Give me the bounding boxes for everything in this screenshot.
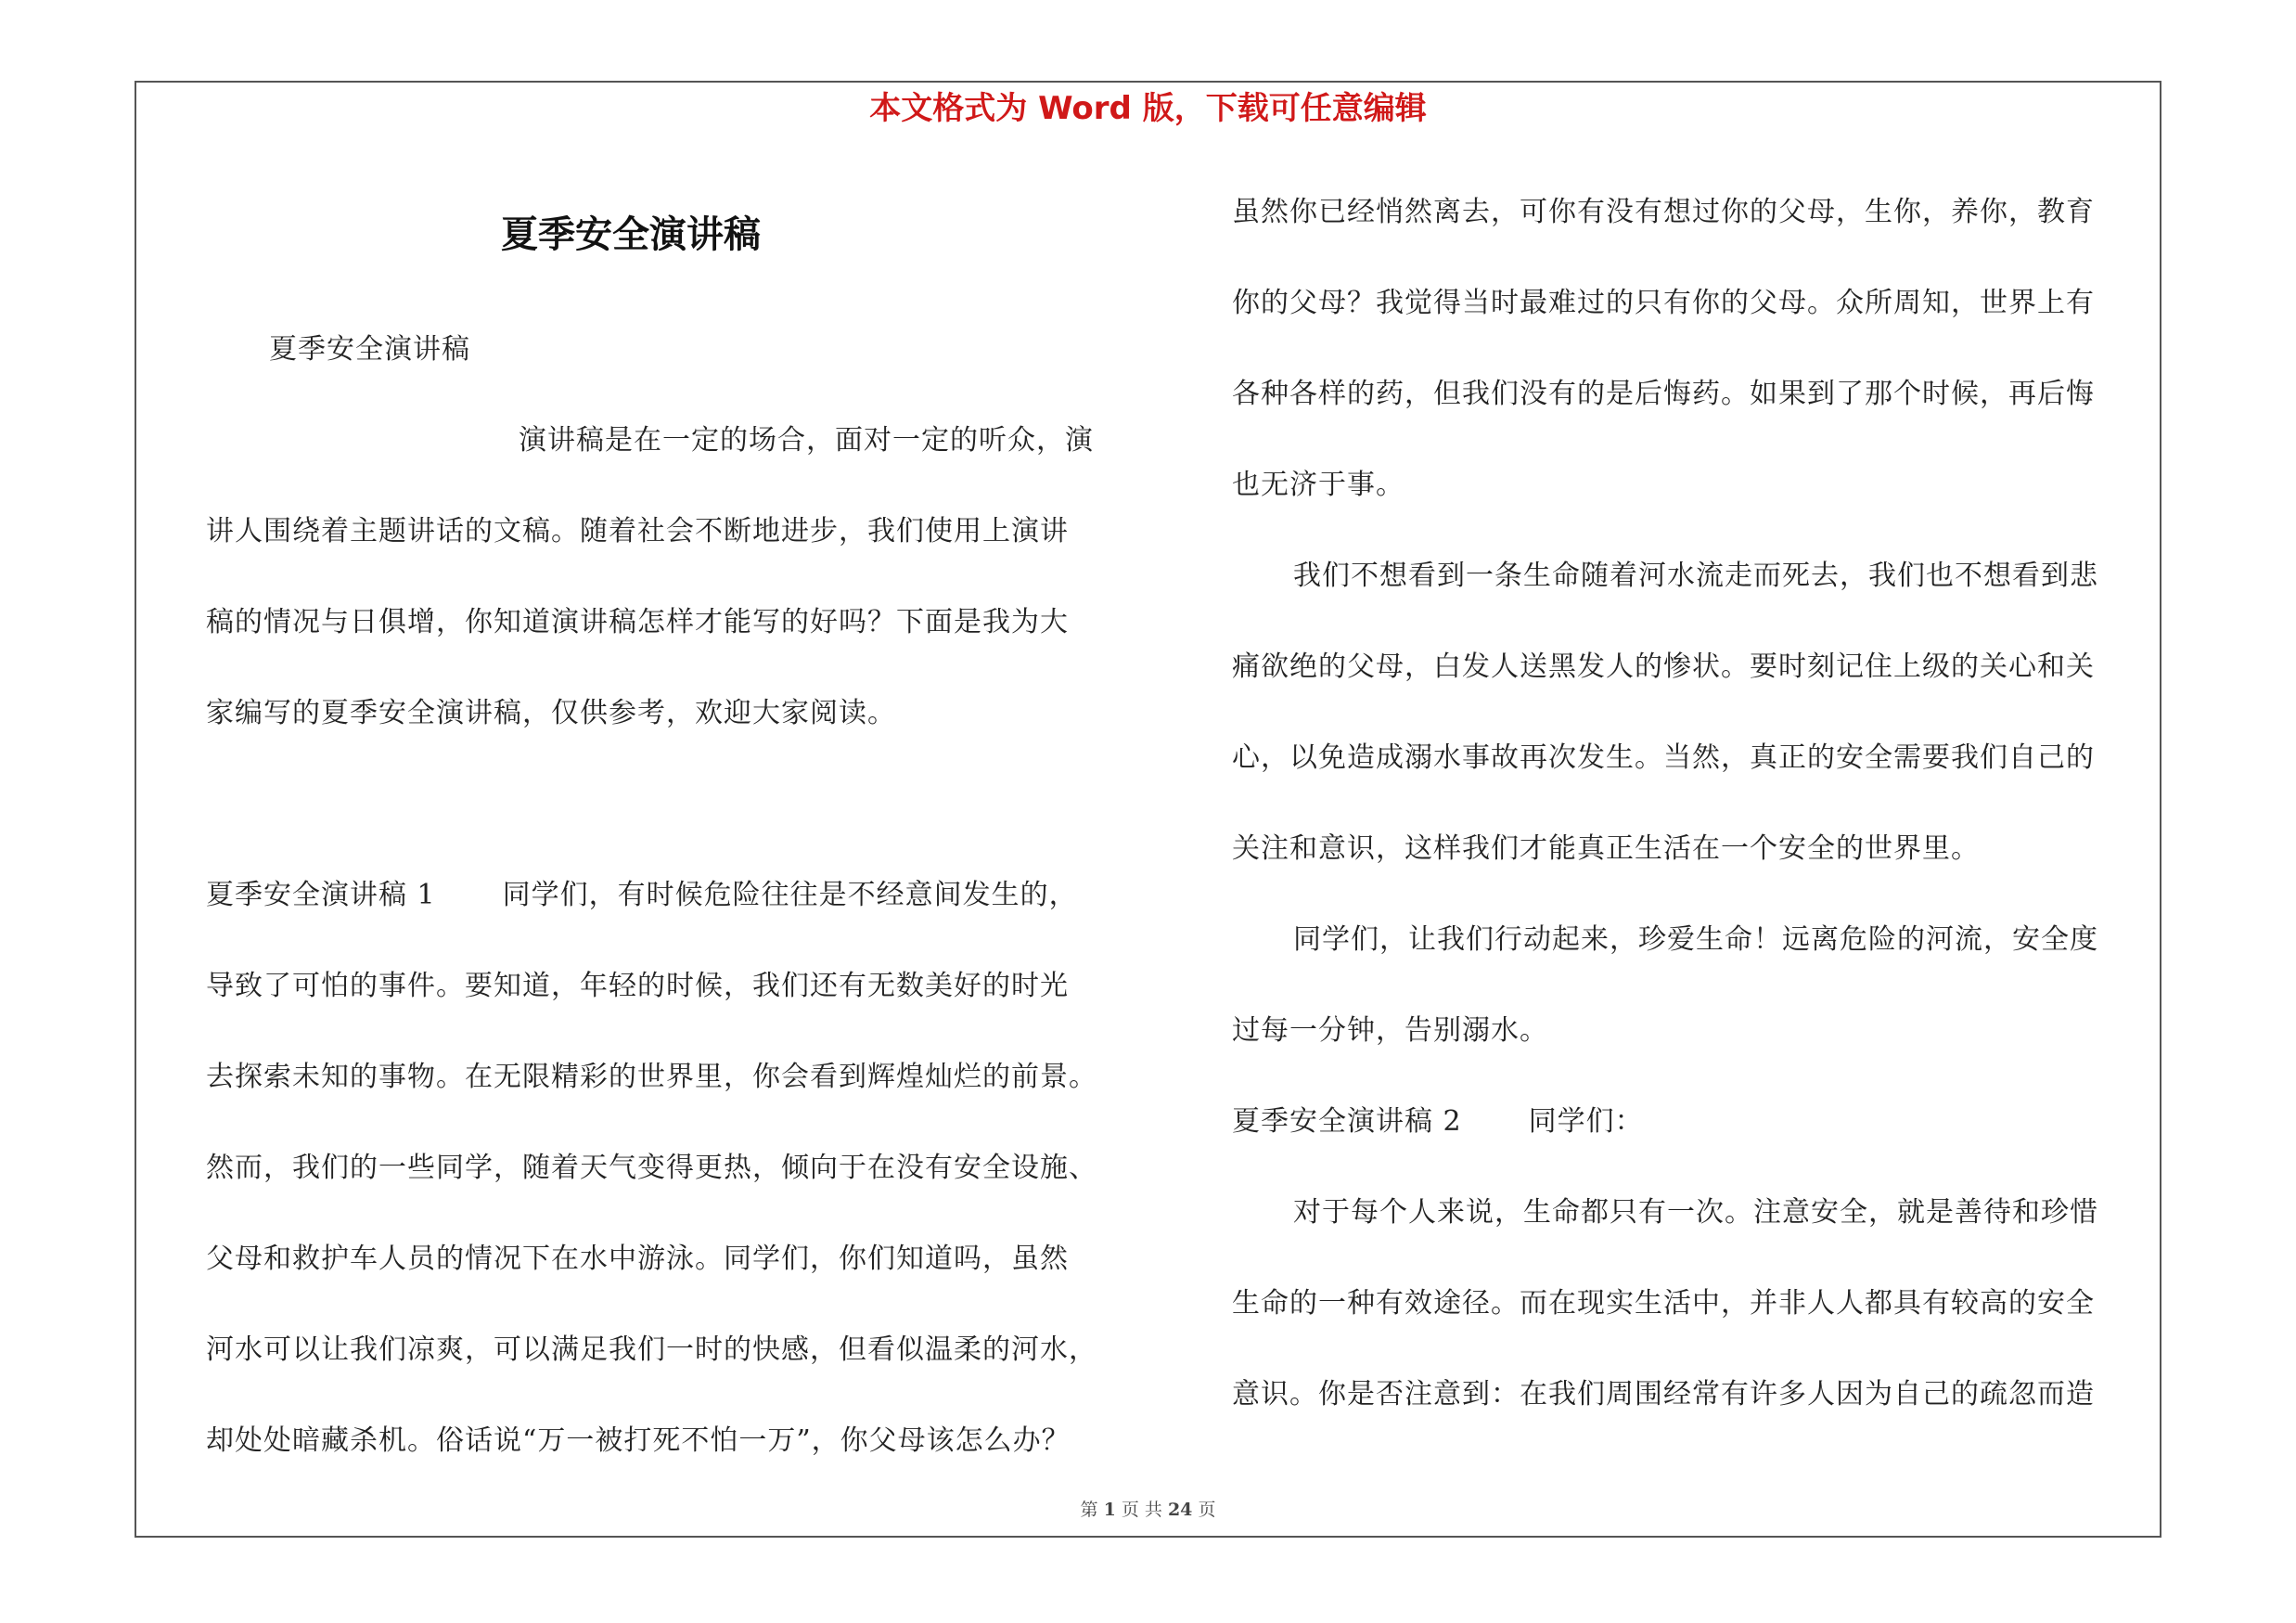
p1-line-2: 你的父母？我觉得当时最难过的只有你的父母。众所周知，世界上有: [1232, 287, 2095, 319]
p1-line-1: 虽然你已经悄然离去，可你有没有想过你的父母，生你，养你，教育: [1232, 196, 2095, 228]
section1-first-text: 同学们，有时候危险往往是不经意间发生的，: [502, 879, 1078, 911]
blank-line: [206, 759, 1143, 850]
p1-line-4: 也无济于事。: [1232, 469, 1405, 501]
section1-line-6: 却处处暗藏杀机。俗话说“万一被打死不怕一万”，你父母该怎么办？: [206, 1424, 1071, 1457]
p2-line-3: 心，以免造成溺水事故再次发生。当然，真正的安全需要我们自己的: [1232, 741, 2095, 774]
section2-first-text: 同学们：: [1528, 1105, 1644, 1138]
word-format-banner: 本文格式为 Word 版，下载可任意编辑: [869, 90, 1427, 127]
section1-line-1: 导致了可怕的事件。要知道，年轻的时候，我们还有无数美好的时光: [206, 970, 1069, 1002]
section1-line-3: 然而，我们的一些同学，随着天气变得更热，倾向于在没有安全设施、: [206, 1152, 1097, 1184]
intro-line-3: 稿的情况与日俱增，你知道演讲稿怎样才能写的好吗？下面是我为大: [206, 606, 1069, 638]
section2-heading: 夏季安全演讲稿 2: [1232, 1105, 1462, 1138]
p4-line-3: 意识。你是否注意到：在我们周围经常有许多人因为自己的疏忽而造: [1232, 1378, 2095, 1410]
section1-line-4: 父母和救护车人员的情况下在水中游泳。同学们，你们知道吗，虽然: [206, 1243, 1069, 1275]
p4-line-2: 生命的一种有效途径。而在现实生活中，并非人人都具有较高的安全: [1232, 1287, 2095, 1320]
p2-line-1: 我们不想看到一条生命随着河水流走而死去，我们也不想看到悲: [1293, 560, 2098, 592]
subtitle: 夏季安全演讲稿: [269, 333, 470, 366]
intro-line-2: 讲人围绕着主题讲话的文稿。随着社会不断地进步，我们使用上演讲: [206, 515, 1069, 547]
section1-heading: 夏季安全演讲稿 1: [206, 879, 436, 911]
section1-first-line: [206, 850, 1143, 941]
intro-line-4: 家编写的夏季安全演讲稿，仅供参考，欢迎大家阅读。: [206, 697, 896, 729]
document-title: 夏季安全演讲稿: [501, 213, 761, 256]
p3-line-1: 同学们，让我们行动起来，珍爱生命！远离危险的河流，安全度: [1293, 923, 2098, 956]
total-page-count: 24: [1167, 1500, 1193, 1520]
footer-middle: 页 共: [1121, 1500, 1162, 1520]
footer-prefix: 第: [1080, 1500, 1098, 1520]
left-column: [206, 304, 1143, 1487]
p3-line-2: 过每一分钟，告别溺水。: [1232, 1014, 1548, 1047]
section1-line-2: 去探索未知的事物。在无限精彩的世界里，你会看到辉煌灿烂的前景。: [206, 1061, 1097, 1093]
footer-suffix: 页: [1198, 1500, 1216, 1520]
intro-line-1: 演讲稿是在一定的场合，面对一定的听众，演: [519, 424, 1094, 457]
section2-first-line: [1232, 1076, 2160, 1167]
p2-line-2: 痛欲绝的父母，白发人送黑发人的惨状。要时刻记住上级的关心和关: [1232, 650, 2095, 683]
p2-line-4: 关注和意识，这样我们才能真正生活在一个安全的世界里。: [1232, 832, 1980, 865]
right-column: [1232, 167, 2160, 1440]
p4-line-1: 对于每个人来说，生命都只有一次。注意安全，就是善待和珍惜: [1293, 1196, 2098, 1229]
page-footer: [135, 1496, 2161, 1524]
current-page-number: 1: [1103, 1500, 1116, 1520]
section1-line-5: 河水可以让我们凉爽，可以满足我们一时的快感，但看似温柔的河水，: [206, 1333, 1097, 1366]
p1-line-3: 各种各样的药，但我们没有的是后悔药。如果到了那个时候，再后悔: [1232, 378, 2095, 410]
